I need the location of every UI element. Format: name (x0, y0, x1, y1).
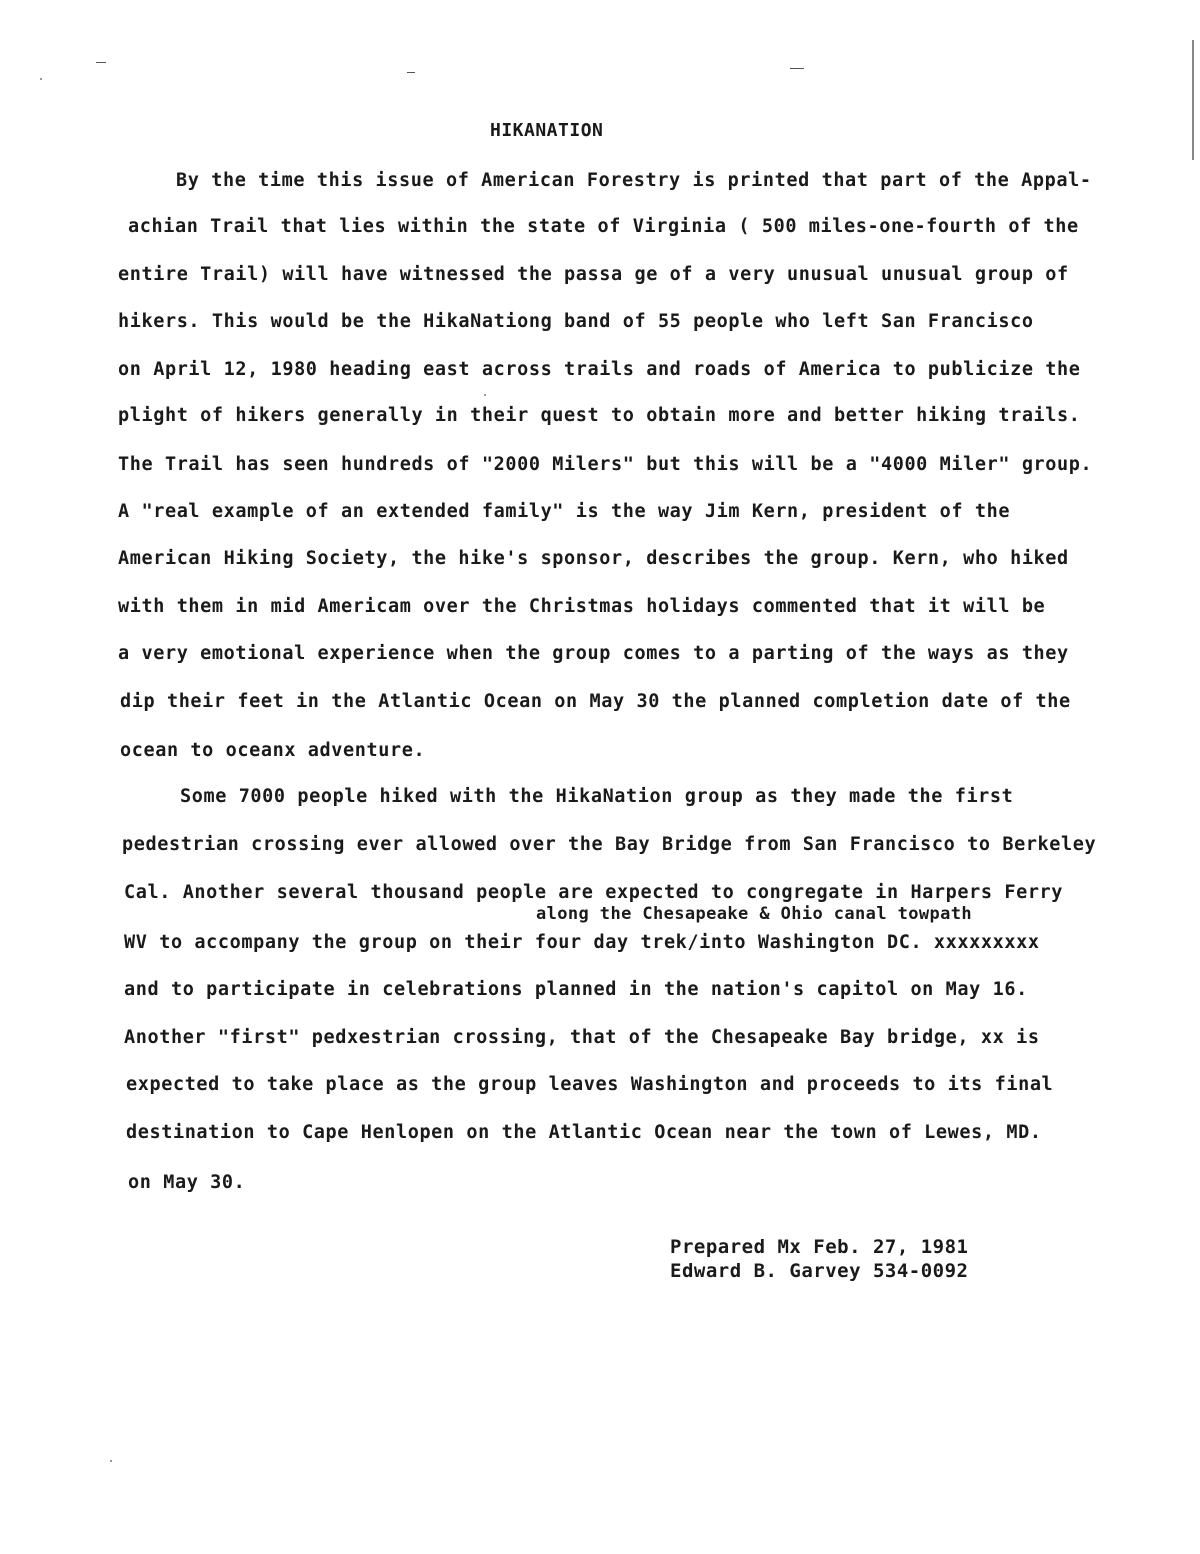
paragraph-1-line: achian Trail that lies within the state of Virginia ( 500 miles-one-fourth of the (128, 216, 1079, 237)
paragraph-1-line: ocean to oceanx adventure. (120, 740, 426, 761)
paragraph-1-line: dip their feet in the Atlantic Ocean on May 30 the planned completion date of the (120, 691, 1071, 712)
paragraph-2-line: destination to Cape Henlopen on the Atlantic Ocean near the town of Lewes, MD. (126, 1122, 1042, 1143)
paragraph-1-line: plight of hikers generally in their quest to obtain more and better hiking trails. (118, 405, 1081, 426)
paragraph-2-line: Some 7000 people hiked with the HikaNation group as they made the first (180, 786, 1014, 807)
page-edge-shadow (1192, 40, 1194, 160)
paragraph-2-line: Another "first" pedxestrian crossing, that of the Chesapeake Bay bridge, xx is (124, 1027, 1040, 1048)
paragraph-2-line: and to participate in celebrations planned in the nation's capitol on May 16. (124, 979, 1028, 1000)
paragraph-1-line: entire Trail) will have witnessed the passa ge of a very unusual unusual group of (118, 264, 1069, 285)
scan-mark (96, 62, 106, 63)
paragraph-2-line: WV to accompany the group on their four day trek/into Washington DC. xxxxxxxxx (124, 932, 1040, 953)
author-name-phone: Edward B. Garvey 534-0092 (670, 1260, 969, 1282)
handwritten-insertion: along the Chesapeake & Ohio canal towpath (536, 904, 973, 924)
scan-speck (484, 394, 486, 396)
paragraph-2-line: pedestrian crossing ever allowed over the Bay Bridge from San Francisco to Berkeley (122, 834, 1097, 855)
scan-speck (110, 1460, 112, 1462)
paragraph-1-line: The Trail has seen hundreds of "2000 Milers" but this will be a "4000 Miler" group. (118, 454, 1093, 475)
document-title: HIKANATION (490, 120, 604, 141)
prepared-date: Prepared Mx Feb. 27, 1981 (670, 1236, 969, 1258)
paragraph-1-line: By the time this issue of American Forestry is printed that part of the Appal- (176, 170, 1092, 191)
paragraph-1-line: on April 12, 1980 heading east across trails and roads of America to publicize the (118, 359, 1081, 380)
paragraph-1-line: with them in mid Americam over the Christmas holidays commented that it will be (118, 596, 1046, 617)
paragraph-2-line: on May 30. (128, 1172, 246, 1193)
paragraph-2-line: expected to take place as the group leaves Washington and proceeds to its final (126, 1074, 1054, 1095)
paragraph-1-line: hikers. This would be the HikaNationg band of 55 people who left San Francisco (118, 311, 1034, 332)
scan-mark (407, 72, 415, 73)
paragraph-2-line: Cal. Another several thousand people are expected to congregate in Harpers Ferry (124, 882, 1064, 903)
paragraph-1-line: American Hiking Society, the hike's sponsor, describes the group. Kern, who hiked (118, 548, 1069, 569)
paragraph-1-line: a very emotional experience when the group comes to a parting of the ways as they (118, 643, 1069, 664)
scan-speck (40, 78, 42, 80)
paragraph-1-line: A "real example of an extended family" is the way Jim Kern, president of the (118, 501, 1011, 522)
scan-mark (790, 68, 804, 69)
